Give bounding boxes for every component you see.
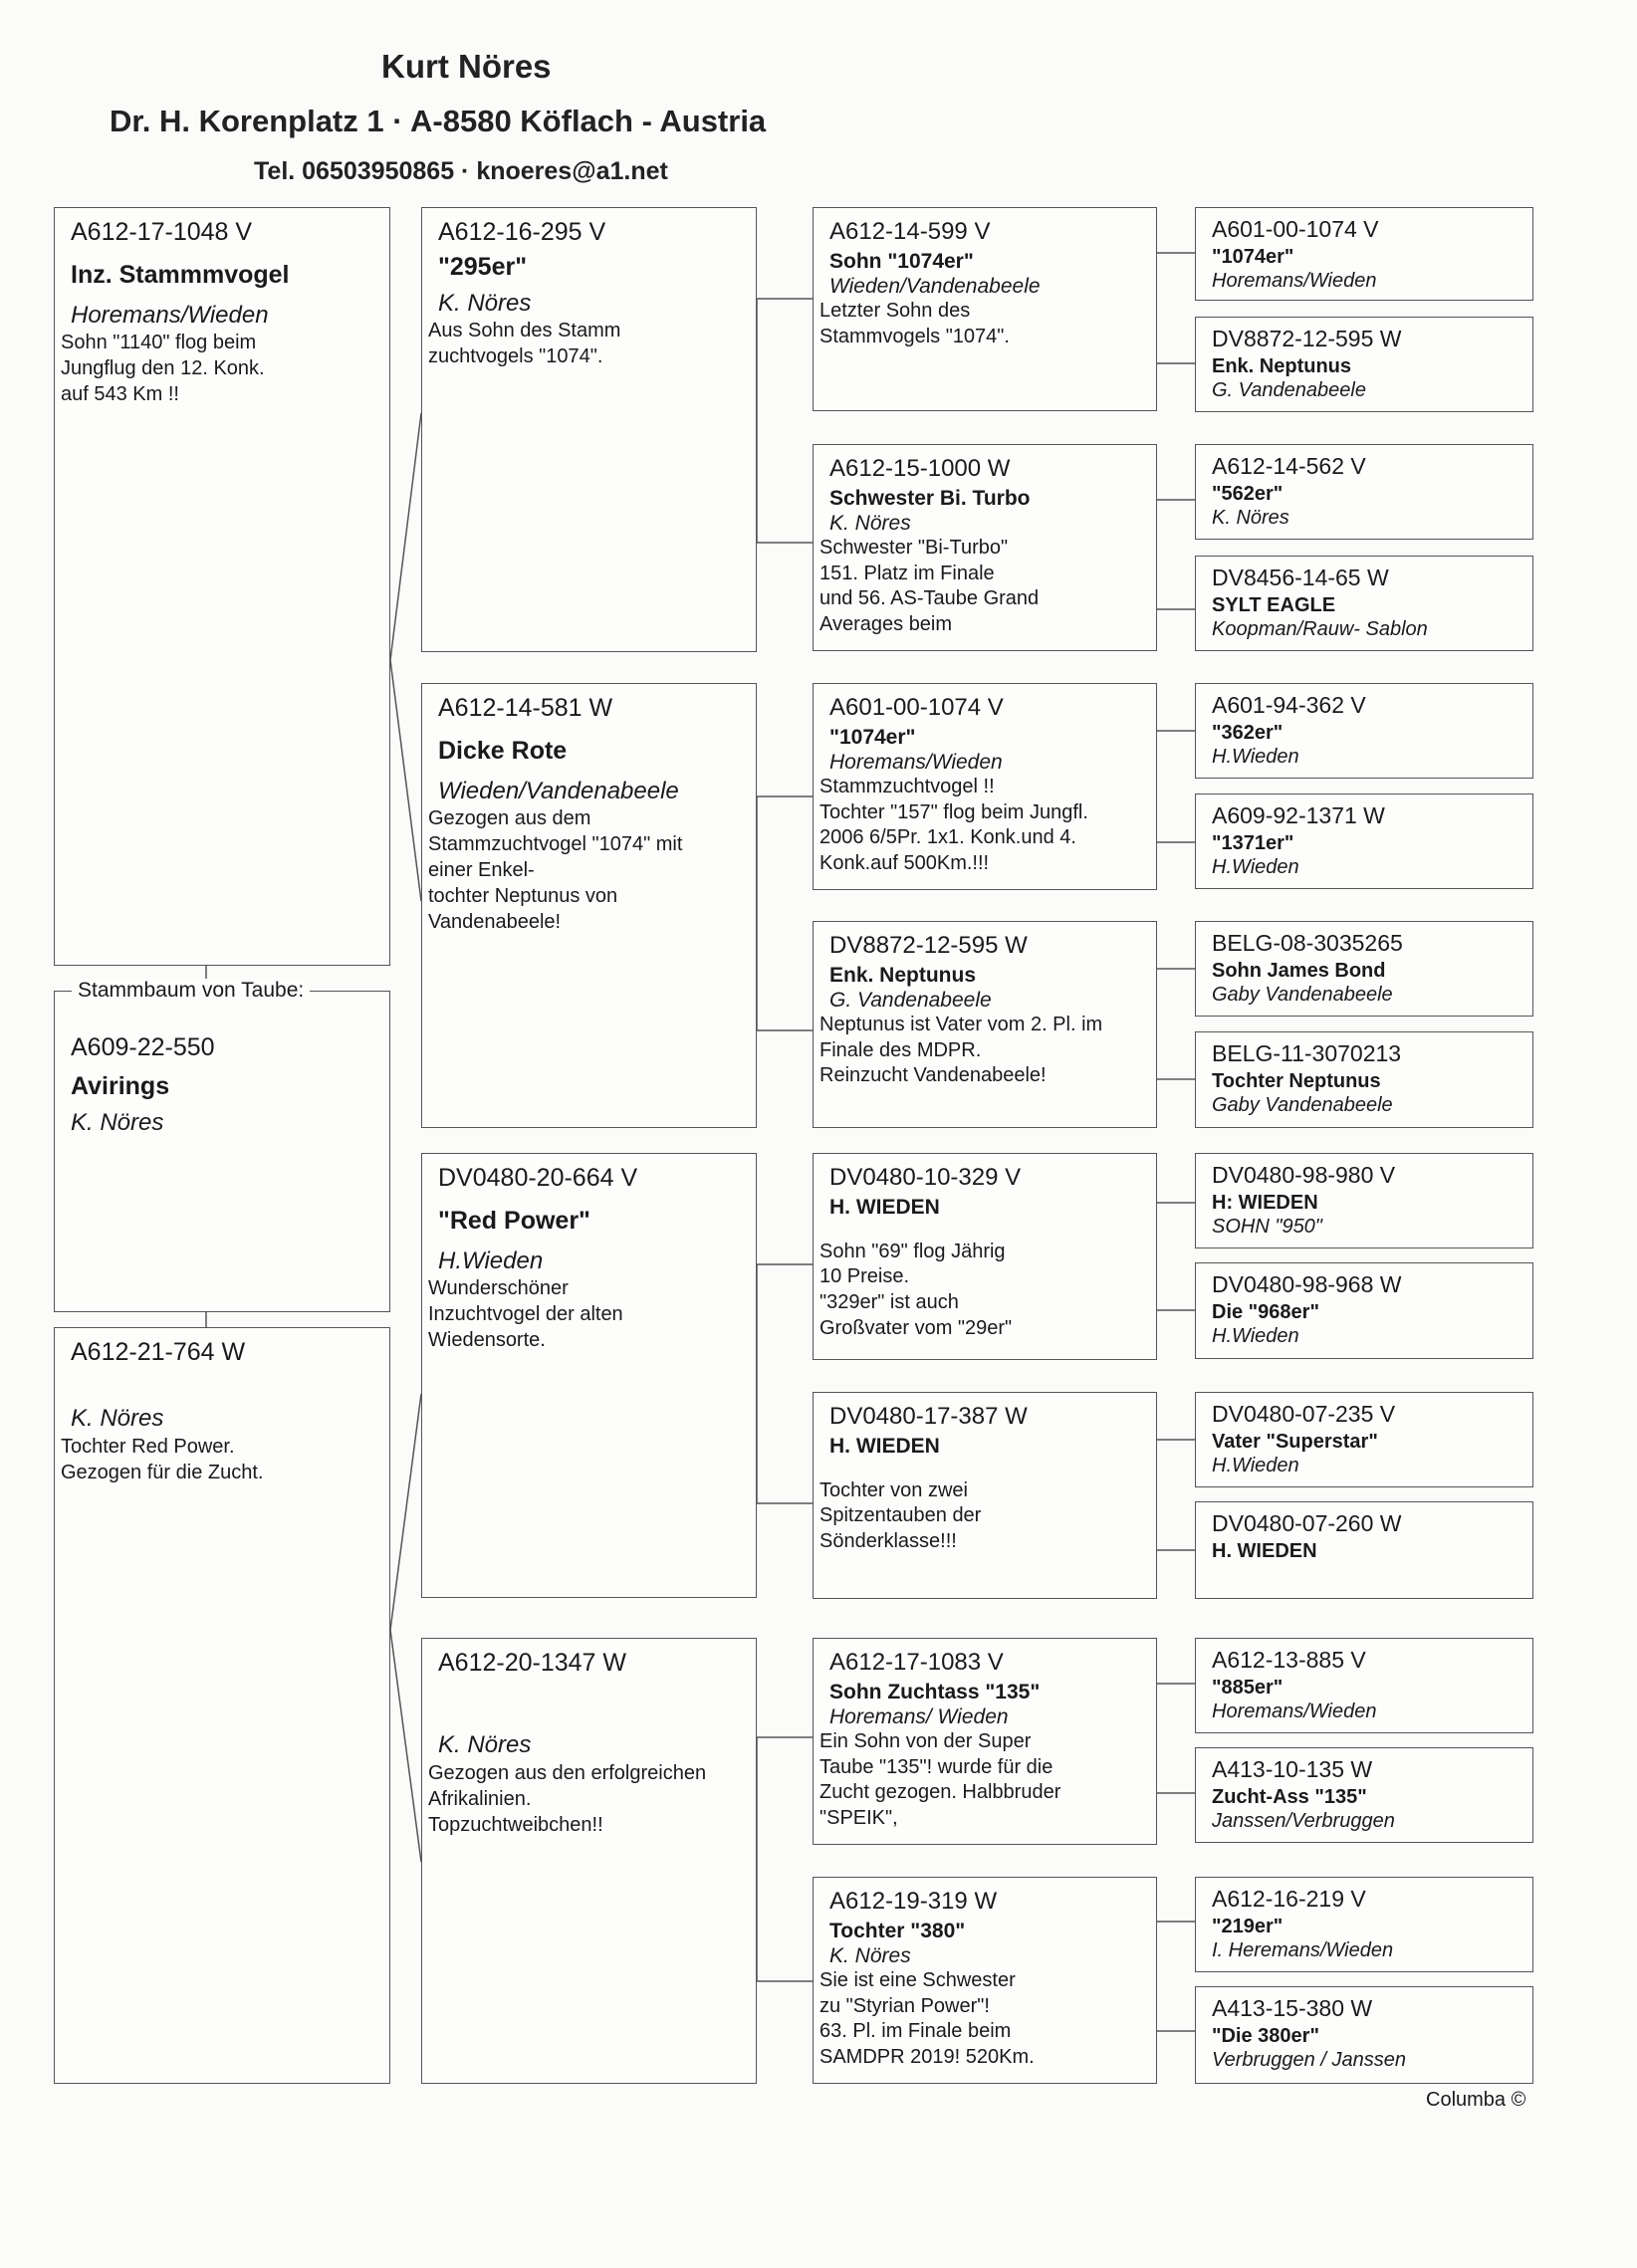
gen4-card-15[interactable]	[1195, 1986, 1533, 2084]
gen4-name: "885er"	[1212, 1677, 1284, 1700]
gen2-ring: A612-14-581 W	[438, 694, 613, 722]
gen3-name: Sohn "1074er"	[829, 249, 974, 273]
gen4-breeder: Koopman/Rauw- Sablon	[1212, 618, 1428, 641]
gen3-ring: A601-00-1074 V	[829, 694, 1004, 721]
gen3-breeder: K. Nöres	[829, 511, 911, 535]
gen4-ring: A609-92-1371 W	[1212, 802, 1385, 828]
breeder-name: Kurt Nöres	[381, 48, 552, 85]
connector-dam-dd	[390, 1630, 421, 1862]
gen3-ring: A612-14-599 V	[829, 218, 991, 245]
gen3-breeder: Horemans/ Wieden	[829, 1704, 1009, 1728]
gen4-name: SYLT EAGLE	[1212, 594, 1336, 617]
sire-breeder: Horemans/Wieden	[71, 301, 269, 329]
gen4-card-3[interactable]	[1195, 556, 1533, 651]
sire-name: Inz. Stammmvogel	[71, 260, 290, 289]
gen4-card-9[interactable]	[1195, 1262, 1533, 1359]
gen3-breeder: G. Vandenabeele	[829, 988, 992, 1012]
gen3-name: Sohn Zuchtass "135"	[829, 1680, 1041, 1703]
gen2-ss-card[interactable]	[421, 207, 757, 652]
gen2-dd-card[interactable]	[421, 1638, 757, 2084]
connector-sire-sd	[390, 660, 421, 901]
gen3-info: Stammzuchtvogel !! Tochter "157" flog beim Jungfl. 2006 6/5Pr. 1x1. Konk.und 4. Konk.auf 500Km.!!!	[819, 775, 1088, 874]
gen4-ring: DV8872-12-595 W	[1212, 326, 1402, 351]
subject-breeder: K. Nöres	[71, 1108, 164, 1136]
dam-card[interactable]	[54, 1327, 390, 2084]
gen3-name: H. WIEDEN	[829, 1434, 940, 1458]
gen4-card-0[interactable]	[1195, 207, 1533, 301]
sire-ring: A612-17-1048 V	[71, 218, 253, 246]
gen3-ssd-card[interactable]	[813, 444, 1157, 651]
gen4-breeder: I. Heremans/Wieden	[1212, 1939, 1394, 1962]
gen4-name: "362er"	[1212, 722, 1284, 745]
sire-card[interactable]	[54, 207, 390, 966]
gen4-breeder: G. Vandenabeele	[1212, 379, 1366, 402]
gen4-card-4[interactable]	[1195, 683, 1533, 779]
gen3-info: Sie ist eine Schwester zu "Styrian Power"! 63. Pl. im Finale beim SAMDPR 2019! 520Km.	[819, 1968, 1035, 2068]
connector-sire-ss	[390, 413, 421, 660]
gen4-card-7[interactable]	[1195, 1031, 1533, 1128]
gen3-breeder: Wieden/Vandenabeele	[829, 274, 1041, 298]
gen4-card-1[interactable]	[1195, 317, 1533, 412]
gen4-ring: DV0480-98-980 V	[1212, 1162, 1396, 1188]
gen4-card-10[interactable]	[1195, 1392, 1533, 1487]
dam-info: Tochter Red Power. Gezogen für die Zucht.	[61, 1435, 264, 1483]
gen4-ring: A413-15-380 W	[1212, 1995, 1373, 2021]
gen4-breeder: Janssen/Verbruggen	[1212, 1810, 1395, 1833]
gen3-info: Tochter von zwei Spitzentauben der Sönderklasse!!!	[819, 1478, 982, 1552]
gen4-breeder: Horemans/Wieden	[1212, 1701, 1377, 1723]
gen2-ring: A612-20-1347 W	[438, 1649, 627, 1677]
gen4-ring: DV0480-07-260 W	[1212, 1510, 1402, 1536]
gen4-name: "219er"	[1212, 1916, 1284, 1938]
gen3-sss-card[interactable]	[813, 207, 1157, 411]
gen4-ring: DV0480-98-968 W	[1212, 1271, 1402, 1297]
gen2-ring: A612-16-295 V	[438, 218, 606, 246]
gen4-ring: A612-13-885 V	[1212, 1647, 1366, 1673]
gen4-ring: A612-14-562 V	[1212, 453, 1366, 479]
gen2-name: Dicke Rote	[438, 736, 568, 765]
gen4-breeder: Gaby Vandenabeele	[1212, 1094, 1393, 1117]
gen4-breeder: SOHN "950"	[1212, 1216, 1322, 1239]
gen2-breeder: Wieden/Vandenabeele	[438, 777, 679, 804]
gen3-ring: DV0480-17-387 W	[829, 1403, 1028, 1430]
breeder-address: Dr. H. Korenplatz 1 · A-8580 Köflach - Austria	[110, 104, 767, 138]
gen4-ring: DV8456-14-65 W	[1212, 565, 1389, 590]
gen3-breeder: Horemans/Wieden	[829, 750, 1003, 774]
gen3-info: Ein Sohn von der Super Taube "135"! wurde für die Zucht gezogen. Halbbruder "SPEIK",	[819, 1729, 1061, 1829]
connector-dam-ds	[390, 1394, 421, 1630]
gen4-breeder: H.Wieden	[1212, 856, 1299, 879]
gen3-breeder: K. Nöres	[829, 1943, 911, 1967]
subject-card[interactable]	[54, 991, 390, 1312]
gen4-card-12[interactable]	[1195, 1638, 1533, 1733]
gen2-breeder: K. Nöres	[438, 289, 532, 317]
gen4-name: Die "968er"	[1212, 1301, 1319, 1324]
gen4-name: Enk. Neptunus	[1212, 355, 1352, 378]
gen4-ring: A601-00-1074 V	[1212, 216, 1379, 242]
gen3-name: H. WIEDEN	[829, 1195, 940, 1219]
gen2-ring: DV0480-20-664 V	[438, 1164, 638, 1192]
gen2-info: Aus Sohn des Stamm zuchtvogels "1074".	[428, 320, 621, 368]
gen3-info: Letzter Sohn des Stammvogels "1074".	[819, 299, 1010, 347]
breeder-contact: Tel. 06503950865 · knoeres@a1.net	[254, 157, 668, 185]
gen2-sd-card[interactable]	[421, 683, 757, 1128]
gen2-name: "Red Power"	[438, 1206, 590, 1235]
gen2-info: Wunderschöner Inzuchtvogel der alten Wiedensorte.	[428, 1277, 623, 1352]
gen4-card-13[interactable]	[1195, 1747, 1533, 1843]
gen4-name: "1371er"	[1212, 832, 1294, 855]
sire-info: Sohn "1140" flog beim Jungflug den 12. Konk. auf 543 Km !!	[61, 332, 265, 406]
gen4-card-5[interactable]	[1195, 794, 1533, 889]
gen4-breeder: Horemans/Wieden	[1212, 270, 1377, 293]
gen4-card-2[interactable]	[1195, 444, 1533, 540]
gen4-name: "Die 380er"	[1212, 2025, 1319, 2048]
gen4-name: "1074er"	[1212, 246, 1294, 269]
dam-ring: A612-21-764 W	[71, 1338, 246, 1366]
gen3-name: Schwester Bi. Turbo	[829, 486, 1031, 510]
gen4-name: H: WIEDEN	[1212, 1192, 1318, 1215]
gen2-breeder: K. Nöres	[438, 1730, 532, 1758]
gen4-name: Vater "Superstar"	[1212, 1431, 1378, 1454]
gen4-ring: BELG-11-3070213	[1212, 1040, 1402, 1066]
gen3-ring: A612-17-1083 V	[829, 1649, 1004, 1676]
gen3-dss-card[interactable]	[813, 1153, 1157, 1360]
gen4-card-8[interactable]	[1195, 1153, 1533, 1248]
dam-breeder: K. Nöres	[71, 1404, 164, 1432]
gen4-name: Sohn James Bond	[1212, 960, 1386, 983]
gen2-breeder: H.Wieden	[438, 1247, 544, 1274]
gen3-breeder	[825, 1220, 1144, 1240]
gen4-breeder: H.Wieden	[1212, 746, 1299, 769]
gen3-info: Schwester "Bi-Turbo" 151. Platz im Finale und 56. AS-Taube Grand Averages beim	[819, 536, 1040, 635]
gen4-ring: A601-94-362 V	[1212, 692, 1366, 718]
gen2-info: Gezogen aus den erfolgreichen Afrikalinien. Topzuchtweibchen!!	[428, 1761, 707, 1836]
gen3-ring: DV8872-12-595 W	[829, 932, 1028, 959]
gen4-name: Tochter Neptunus	[1212, 1070, 1381, 1093]
gen4-card-11[interactable]	[1195, 1501, 1533, 1599]
gen3-sdd-card[interactable]	[813, 921, 1157, 1128]
gen3-name: Enk. Neptunus	[829, 963, 977, 987]
gen3-ring: DV0480-10-329 V	[829, 1164, 1022, 1191]
gen3-info: Neptunus ist Vater vom 2. Pl. im Finale des MDPR. Reinzucht Vandenabeele!	[819, 1013, 1103, 1087]
gen4-name: H. WIEDEN	[1212, 1540, 1317, 1563]
gen2-ds-card[interactable]	[421, 1153, 757, 1598]
gen3-ring: A612-19-319 W	[829, 1888, 998, 1915]
subject-ring: A609-22-550	[71, 1033, 215, 1061]
gen4-card-6[interactable]	[1195, 921, 1533, 1017]
gen2-info: Gezogen aus dem Stammzuchtvogel "1074" mit einer Enkel- tochter Neptunus von Vandenabeele!	[428, 807, 683, 934]
gen3-name: Tochter "380"	[829, 1919, 966, 1942]
gen3-info: Sohn "69" flog Jährig 10 Preise. "329er" ist auch Großvater vom "29er"	[819, 1240, 1013, 1339]
gen3-dsd-card[interactable]	[813, 1392, 1157, 1599]
subject-name: Avirings	[71, 1071, 170, 1100]
gen4-ring: A413-10-135 W	[1212, 1756, 1373, 1782]
gen4-breeder: Verbruggen / Janssen	[1212, 2049, 1406, 2072]
gen4-breeder: H.Wieden	[1212, 1325, 1299, 1348]
gen4-name: "562er"	[1212, 483, 1284, 506]
subject-label: Stammbaum von Taube:	[72, 979, 310, 1003]
gen3-ring: A612-15-1000 W	[829, 455, 1011, 482]
gen4-breeder: H.Wieden	[1212, 1455, 1299, 1477]
gen3-name: "1074er"	[829, 725, 916, 749]
gen4-breeder: K. Nöres	[1212, 507, 1289, 530]
gen3-breeder	[825, 1459, 1144, 1478]
gen4-ring: BELG-08-3035265	[1212, 930, 1403, 956]
footer-credit: Columba ©	[1426, 2089, 1526, 2111]
gen2-name: "295er"	[438, 252, 528, 281]
gen3-sds-card[interactable]	[813, 683, 1157, 890]
gen4-breeder: Gaby Vandenabeele	[1212, 984, 1393, 1007]
gen4-ring: DV0480-07-235 V	[1212, 1401, 1396, 1427]
gen4-ring: A612-16-219 V	[1212, 1886, 1366, 1912]
gen4-card-14[interactable]	[1195, 1877, 1533, 1972]
gen3-dds-card[interactable]	[813, 1638, 1157, 1845]
gen4-name: Zucht-Ass "135"	[1212, 1786, 1367, 1809]
gen3-ddd-card[interactable]	[813, 1877, 1157, 2084]
